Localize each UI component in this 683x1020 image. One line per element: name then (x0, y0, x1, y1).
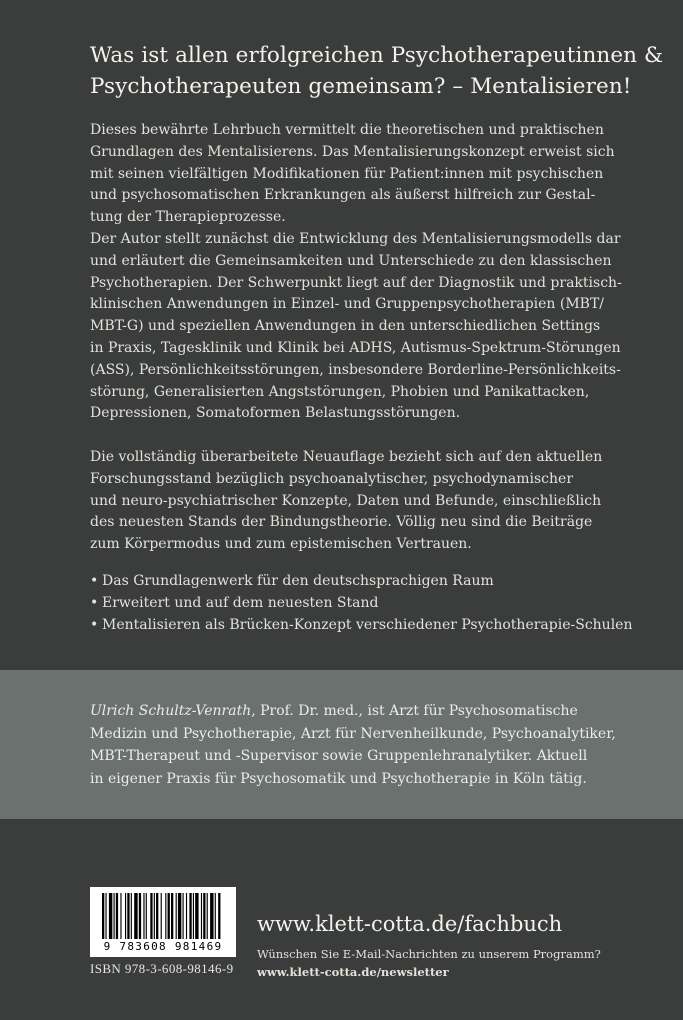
author-name: Ulrich Schultz-Venrath (90, 703, 252, 719)
barcode-bar (125, 893, 126, 939)
author-bio-rest: , Prof. Dr. med., ist Arzt für Psychosomatische (251, 703, 578, 719)
text-line: MBT-G) und speziellen Anwendungen in den unterschiedlichen Settings (90, 318, 601, 335)
paragraph-1 (90, 120, 630, 425)
barcode-bar (127, 893, 129, 939)
barcode-bar (156, 893, 158, 939)
text-line: Dieses bewährte Lehrbuch vermittelt die theoretischen und praktischen (90, 122, 604, 138)
author-bio (90, 700, 650, 790)
barcode-bars-icon (90, 887, 236, 943)
barcode-bar (178, 893, 181, 939)
text-line: MBT-Therapeut und -Supervisor sowie Gruppenlehranalytiker. Aktuell (90, 748, 588, 764)
barcode-bar (114, 893, 115, 939)
text-line: Medizin und Psychotherapie, Arzt für Nervenheilkunde, Psychoanalytiker, (90, 725, 616, 742)
text-line: in Praxis, Tagesklinik und Klinik bei ADHS, Autismus-Spektrum-Störungen (90, 339, 621, 356)
barcode-bar (116, 893, 118, 939)
barcode-bar (154, 893, 155, 939)
text-line: und psychosomatischen Erkrankungen als äußerst hilfreich zur Gestal- (90, 187, 596, 204)
bullet-icon: • (90, 616, 99, 633)
barcode-number: 9 783608 981469 (103, 940, 223, 953)
text-line: und erläutert die Gemeinsamkeiten und Unterschiede zu den klassischen (90, 252, 612, 269)
barcode-bar (193, 893, 194, 939)
barcode-bar (176, 893, 177, 939)
barcode-bar (150, 893, 152, 939)
paragraph-2 (90, 447, 630, 556)
list-item-text: Erweitert und auf dem neuesten Stand (102, 594, 379, 611)
text-line: tung der Therapieprozesse. (90, 209, 286, 226)
barcode-bar (210, 893, 213, 939)
barcode-bar (146, 893, 147, 939)
text-line: Psychotherapien. Der Schwerpunkt liegt auf der Diagnostik und praktisch- (90, 274, 622, 291)
newsletter-question: Wünschen Sie E-Mail-Nachrichten zu unserem Programm? (257, 947, 601, 961)
text-line: Grundlagen des Mentalisierens. Das Mentalisierungskonzept erweist sich (90, 143, 615, 160)
list-item-text: Das Grundlagenwerk für den deutschsprachigen Raum (102, 573, 494, 589)
text-line: und neuro-psychiatrischer Konzepte, Daten und Befunde, einschließlich (90, 492, 602, 509)
barcode-bar (203, 893, 205, 939)
blurb (90, 120, 630, 556)
barcode-bar (186, 893, 187, 939)
text-line: störung, Generalisierten Angststörungen, Phobien und Panikattacken, (90, 383, 590, 400)
barcode-bar (189, 893, 191, 939)
text-line: mit seinen vielfältigen Modifikationen für Patient:innen mit psychischen (90, 165, 604, 182)
barcode-bar (134, 893, 137, 939)
website-link[interactable]: www.klett-cotta.de/fachbuch (257, 912, 563, 936)
barcode-bar (201, 893, 202, 939)
list-item (90, 593, 650, 615)
barcode-bar (165, 893, 166, 939)
barcode-bar (215, 893, 216, 939)
text-line: (ASS), Persönlichkeitsstörungen, insbesondere Borderline-Persönlichkeits- (90, 361, 621, 378)
barcode-bar (168, 893, 170, 939)
text-line: in eigener Praxis für Psychosomatik und Psychotherapie in Köln tätig. (90, 770, 587, 787)
headline-line: Psychotherapeuten gemeinsam? – Mentalisieren! (90, 74, 632, 99)
barcode-bar (207, 893, 208, 939)
list-item (90, 615, 650, 637)
barcode-bar (171, 893, 173, 939)
text-line: Der Autor stellt zunächst die Entwicklung des Mentalisierungsmodells dar (90, 230, 621, 247)
text-line: klinischen Anwendungen in Einzel- und Gruppenpsychotherapien (MBT/ (90, 296, 605, 313)
barcode-bar (131, 893, 132, 939)
headline (90, 40, 664, 102)
barcode-bar (105, 893, 106, 939)
newsletter-link[interactable]: www.klett-cotta.de/newsletter (257, 965, 449, 979)
text-line: zum Körpermodus und zum epistemischen Vertrauen. (90, 536, 472, 553)
text-line (90, 700, 650, 723)
barcode (90, 887, 236, 957)
barcode-bar (218, 893, 220, 939)
bullet-icon: • (90, 573, 99, 589)
barcode-bar (161, 893, 162, 939)
barcode-bar (143, 893, 144, 939)
text-line: Forschungsstand bezüglich psychoanalytischer, psychodynamischer (90, 470, 574, 487)
isbn: ISBN 978-3-608-98146-9 (90, 961, 234, 976)
text-line: des neuesten Stands der Bindungstheorie. Völlig neu sind die Beiträge (90, 514, 593, 531)
barcode-bar (102, 893, 104, 939)
bullet-list (90, 571, 650, 636)
barcode-bar (183, 893, 184, 939)
text-line: Die vollständig überarbeitete Neuauflage bezieht sich auf den aktuellen (90, 448, 603, 465)
barcode-bar (139, 893, 141, 939)
text-line: Depressionen, Somatoformen Belastungsstörungen. (90, 405, 461, 422)
list-item-text: Mentalisieren als Brücken-Konzept verschiedener Psychotherapie-Schulen (102, 616, 633, 633)
barcode-bar (195, 893, 198, 939)
barcode-bar (120, 893, 121, 939)
bullet-icon: • (90, 594, 99, 611)
barcode-bar (109, 893, 112, 939)
list-item (90, 571, 650, 593)
headline-line: Was ist allen erfolgreichen Psychotherapeutinnen & (90, 43, 664, 68)
